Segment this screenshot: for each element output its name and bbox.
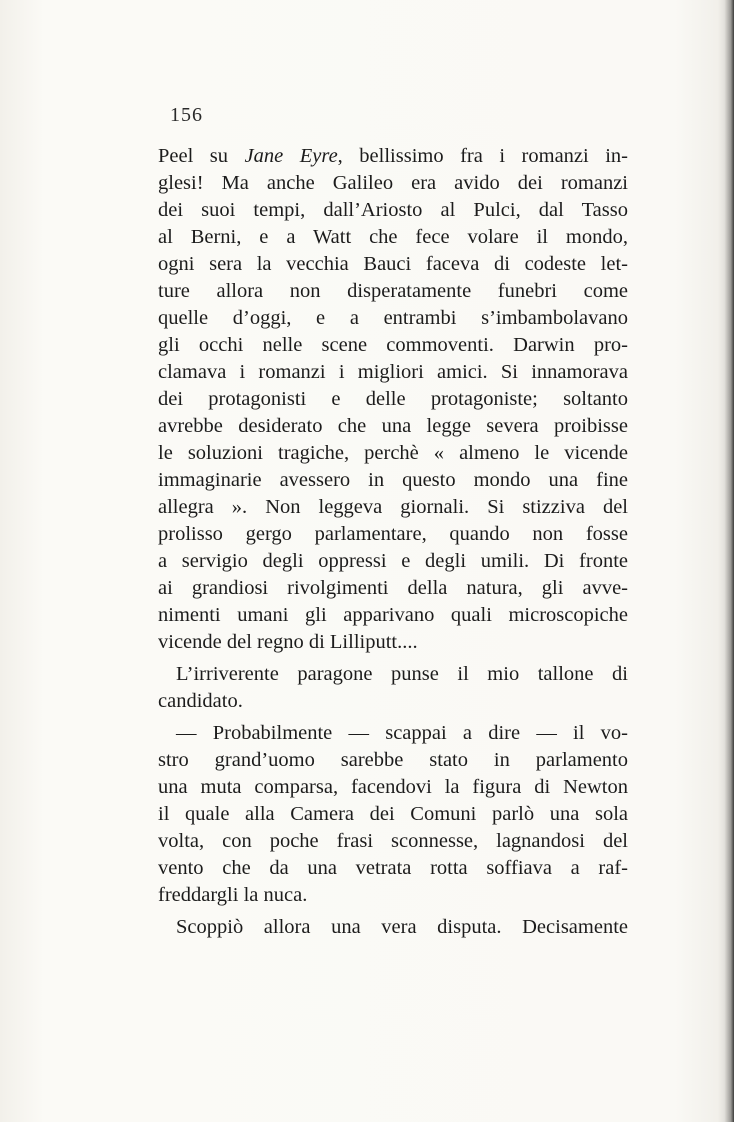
text-line: clamava i romanzi i migliori amici. Si innamorava bbox=[158, 361, 628, 383]
paragraph-first-line: — Probabilmente — scappai a dire — il vo- bbox=[176, 722, 628, 744]
text-line: stro grand’uomo sarebbe stato in parlamento bbox=[158, 749, 628, 771]
text-line: nimenti umani gli apparivano quali microscopiche bbox=[158, 604, 628, 626]
book-title: Jane Eyre bbox=[244, 145, 338, 167]
paragraph-first-line: L’irriverente paragone punse il mio tallone di bbox=[176, 663, 628, 685]
paragraph-first-line: Scoppiò allora una vera disputa. Decisamente bbox=[176, 916, 628, 938]
text-line: quelle d’oggi, e a entrambi s’imbambolavano bbox=[158, 307, 628, 329]
body-text bbox=[158, 143, 628, 941]
text-line: una muta comparsa, facendovi la figura di Newton bbox=[158, 776, 628, 798]
text-line: volta, con poche frasi sconnesse, lagnandosi del bbox=[158, 830, 628, 852]
text-line: le soluzioni tragiche, perchè « almeno le vicende bbox=[158, 442, 628, 464]
text-line: gli occhi nelle scene commoventi. Darwin pro- bbox=[158, 334, 628, 356]
page-number: 156 bbox=[170, 104, 203, 126]
text-line: allegra ». Non leggeva giornali. Si stizziva del bbox=[158, 496, 628, 518]
text-line: vicende del regno di Lilliputt.... bbox=[158, 631, 418, 653]
text-line: al Berni, e a Watt che fece volare il mondo, bbox=[158, 226, 628, 248]
page-edge-shadow bbox=[718, 0, 734, 1122]
text-line: dei suoi tempi, dall’Ariosto al Pulci, dal Tasso bbox=[158, 199, 628, 221]
text-line: il quale alla Camera dei Comuni parlò una sola bbox=[158, 803, 628, 825]
text-line: ai grandiosi rivolgimenti della natura, gli avve- bbox=[158, 577, 628, 599]
text-line: avrebbe desiderato che una legge severa proibisse bbox=[158, 415, 628, 437]
text-line: Peel su Jane Eyre, bellissimo fra i romanzi in- bbox=[158, 145, 628, 167]
text-line: glesi! Ma anche Galileo era avido dei romanzi bbox=[158, 172, 628, 194]
text-line: vento che da una vetrata rotta soffiava a raf- bbox=[158, 857, 628, 879]
text-line: dei protagonisti e delle protagoniste; soltanto bbox=[158, 388, 628, 410]
text-line: candidato. bbox=[158, 690, 243, 712]
text-line: ture allora non disperatamente funebri come bbox=[158, 280, 628, 302]
text-line: immaginarie avessero in questo mondo una fine bbox=[158, 469, 628, 491]
text-line: freddargli la nuca. bbox=[158, 884, 308, 906]
text-line: a servigio degli oppressi e degli umili. Di fronte bbox=[158, 550, 628, 572]
text-line: prolisso gergo parlamentare, quando non fosse bbox=[158, 523, 628, 545]
text-line: ogni sera la vecchia Bauci faceva di codeste let- bbox=[158, 253, 628, 275]
